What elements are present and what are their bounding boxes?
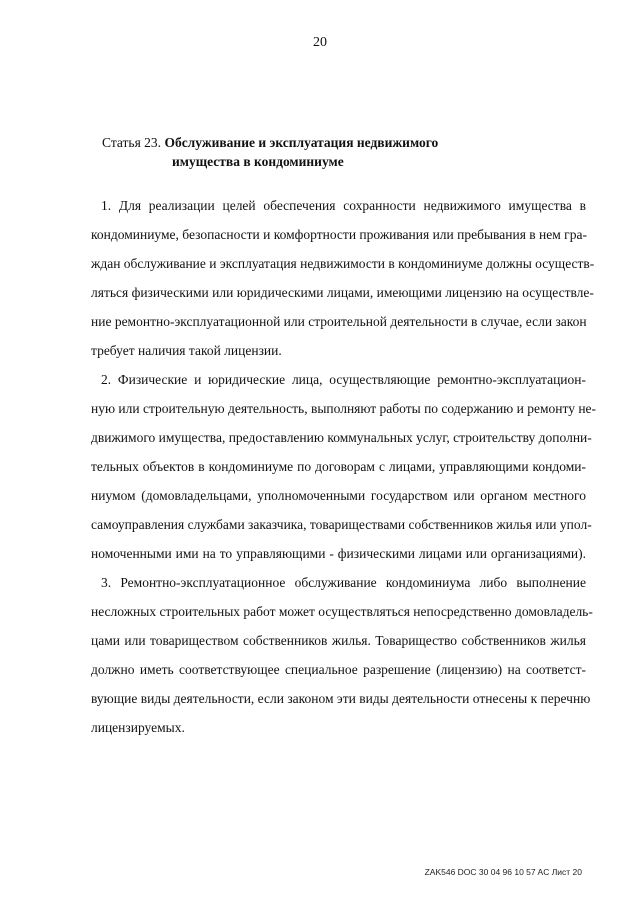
paragraph-1-line-1: 1. Для реализации целей обеспечения сохранности недвижимого имущества в <box>101 198 586 213</box>
paragraph-3-line-4: должно иметь соответствующее специальное разрешение (лицензию) на соответст- <box>91 662 586 677</box>
paragraph-1-line-3: ждан обслуживание и эксплуатация недвижимости в кондоминиуме должны осуществ- <box>91 256 595 271</box>
article-title-line-2: имущества в кондоминиуме <box>172 154 344 169</box>
paragraph-3-line-2: несложных строительных работ может осуществляться непосредственно домовладель- <box>91 604 593 619</box>
footer-file-stamp: ZAK546 DOC 30 04 96 10 57 AC Лист 20 <box>424 867 582 877</box>
paragraph-2-line-2: ную или строительную деятельность, выполняют работы по содержанию и ремонту не- <box>91 401 597 416</box>
paragraph-2-line-3: движимого имущества, предоставлению коммунальных услуг, строительству дополни- <box>91 430 592 445</box>
paragraph-3-line-5: вующие виды деятельности, если законом эти виды деятельности отнесены к перечню <box>91 691 591 706</box>
paragraph-1-line-6: требует наличия такой лицензии. <box>91 343 282 358</box>
paragraph-3-line-3: цами или товариществом собственников жилья. Товарищество собственников жилья <box>91 633 586 648</box>
paragraph-2-line-5: ниумом (домовладельцами, уполномоченными государством или органом местного <box>91 488 586 503</box>
paragraph-1-line-4: ляться физическими или юридическими лицами, имеющими лицензию на осуществле- <box>91 285 594 300</box>
paragraph-2-line-7: номоченными ими на то управляющими - физическими лицами или организациями). <box>91 546 586 561</box>
article-heading <box>102 133 572 171</box>
paragraph-1-line-5: ние ремонтно-эксплуатационной или строительной деятельности в случае, если закон <box>91 314 587 329</box>
paragraph-3-line-6: лицензируемых. <box>91 720 185 735</box>
paragraph-2-line-4: тельных объектов в кондоминиуме по договорам с лицами, управляющими кондоми- <box>91 459 586 474</box>
paragraph-2-line-6: самоуправления службами заказчика, товариществами собственников жилья или упол- <box>91 517 592 532</box>
paragraph-3-line-1: 3. Ремонтно-эксплуатационное обслуживание кондоминиума либо выполнение <box>101 575 586 590</box>
page-number: 20 <box>313 35 327 50</box>
paragraph-2-line-1: 2. Физические и юридические лица, осуществляющие ремонтно-эксплуатацион- <box>101 372 586 387</box>
article-title-line-1: Обслуживание и эксплуатация недвижимого <box>164 135 439 150</box>
article-label: Статья 23. <box>102 135 162 150</box>
paragraph-1-line-2: кондоминиуме, безопасности и комфортности проживания или пребывания в нем гра- <box>91 227 587 242</box>
